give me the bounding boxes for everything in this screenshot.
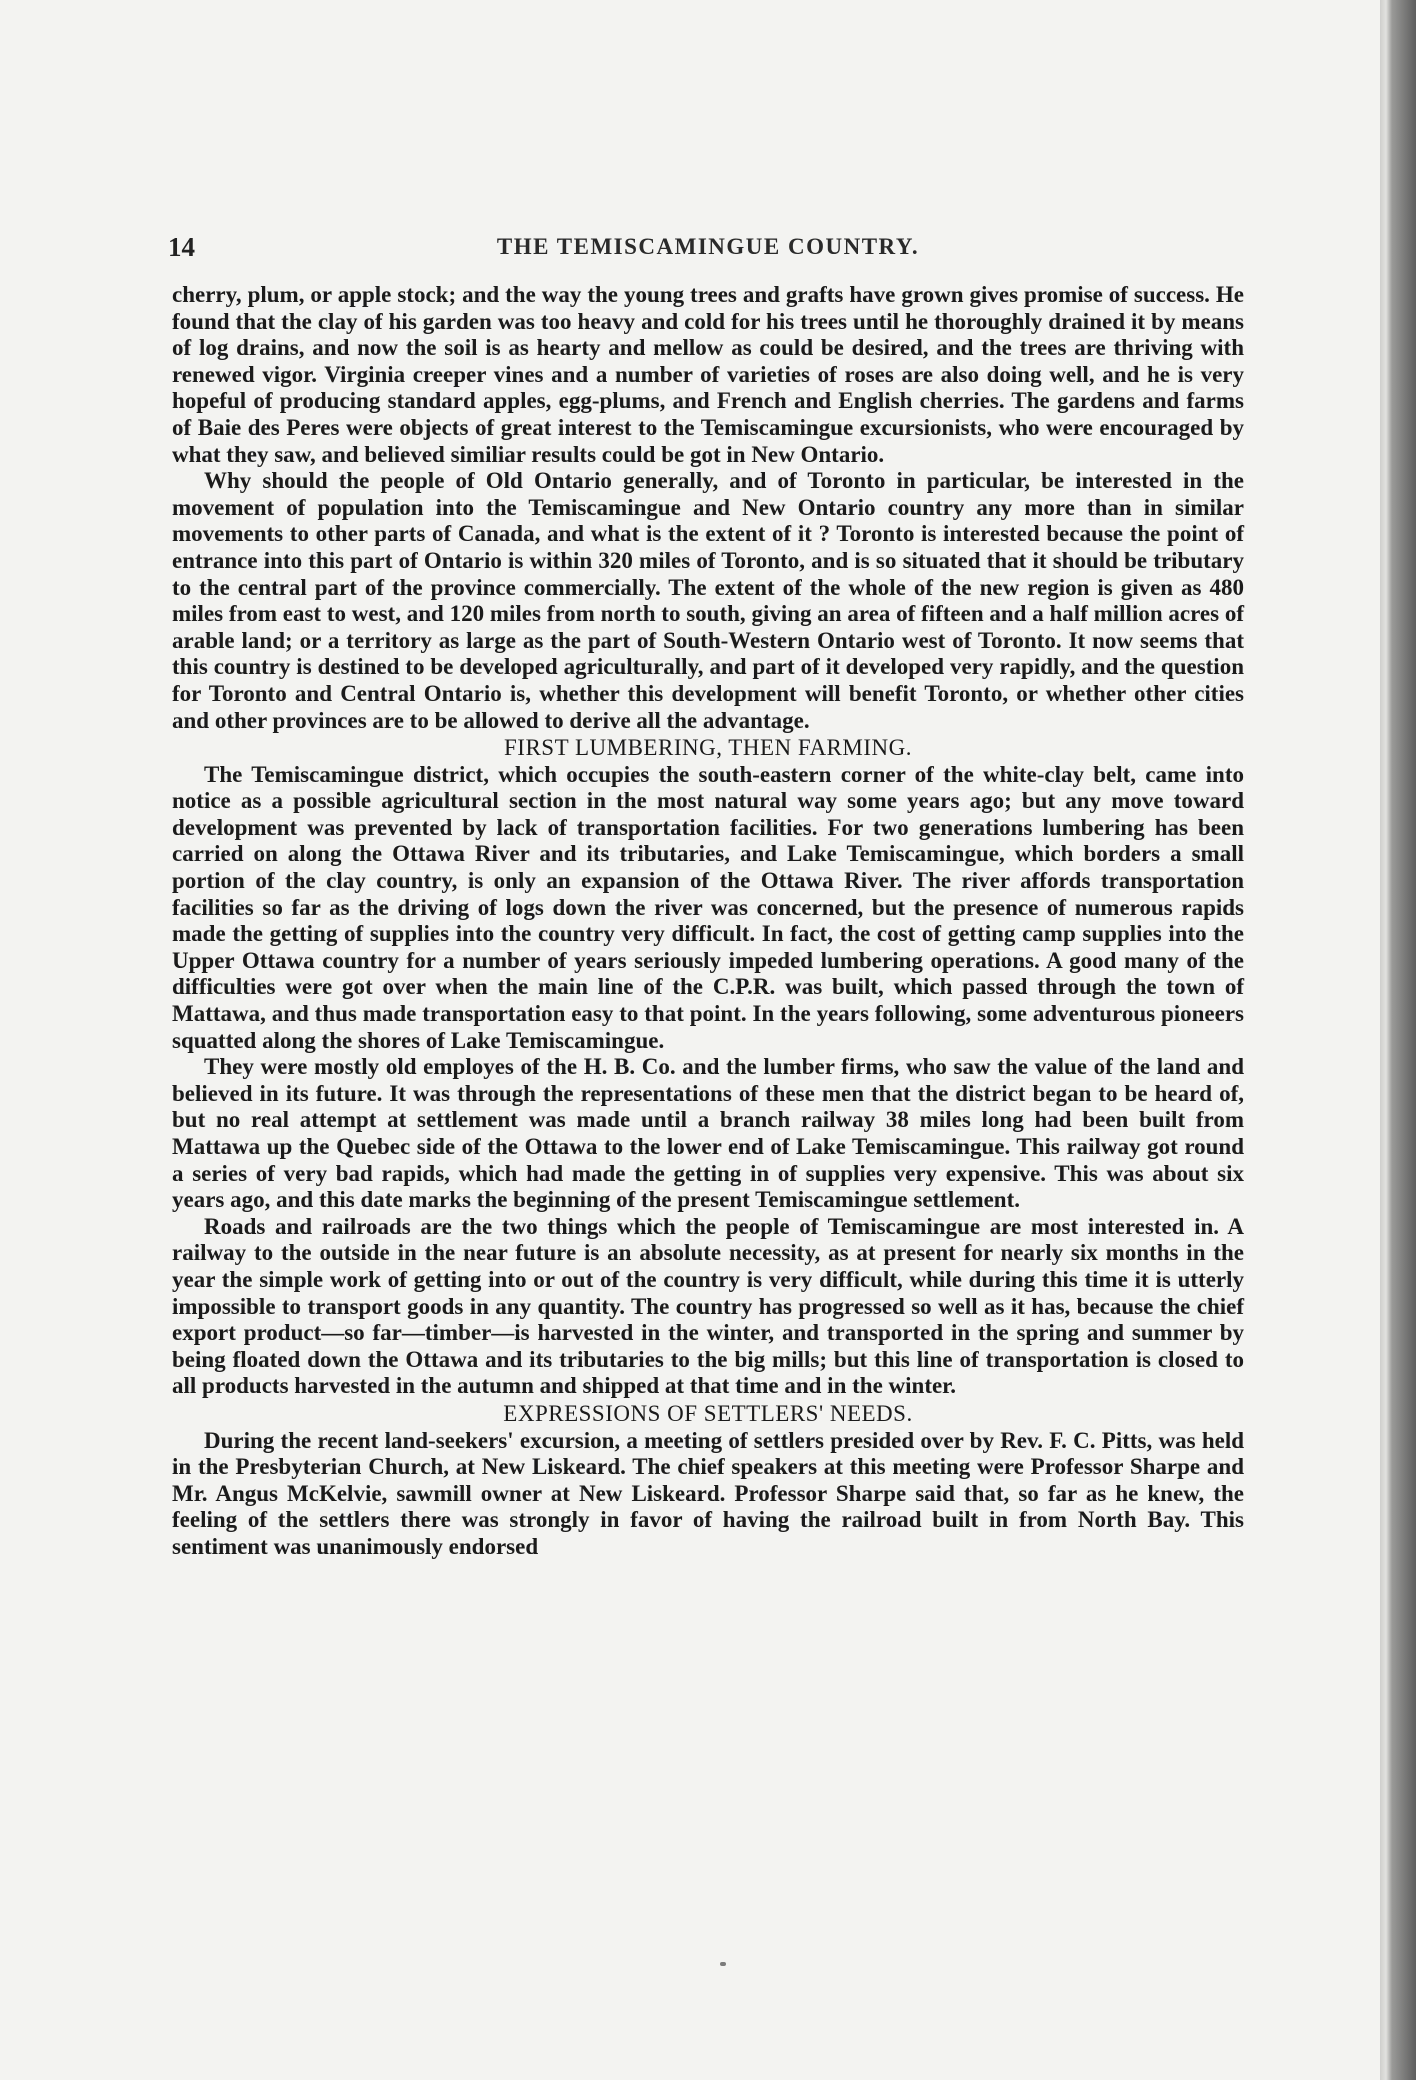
paragraph-roads-railroads: Roads and railroads are the two things which the people of Temiscamingue are most interested in. A railway to the outside in the near future is an absolute necessity, as at present for nearly six months in the year the simple work of getting into or out of the country is very difficult, while during this time it is utterly impossible to transport goods in any quantity. The country has progressed so well as it has, because the chief export product—so far—timber—is harvested in the winter, and transported in the spring and summer by being floated down the Ottawa and its tributaries to the big mills; but this line of transportation is closed to all products harvested in the autumn and shipped at that time and in the winter. xyxy=(172,1213,1244,1399)
page-number: 14 xyxy=(168,232,195,262)
running-title: THE TEMISCAMINGUE COUNTRY. xyxy=(496,234,920,259)
paragraph-district-history: The Temiscamingue district, which occupies the south-eastern corner of the white-clay belt, came into notice as a possible agricultural section in the most natural way some years ago; but any move toward development was prevented by lack of transportation facilities. For two generations lumbering has been carried on along the Ottawa River and its tributaries, and Lake Temiscamingue, which borders a small portion of the clay country, is only an expansion of the Ottawa River. The river affords transportation facilities so far as the driving of logs down the river was concerned, but the presence of numerous rapids made the getting of supplies into the country very difficult. In fact, the cost of getting camp supplies into the Upper Ottawa country for a number of years seriously impeded lumbering operations. A good many of the difficulties were got over when the main line of the C.P.R. was built, which passed through the town of Mattawa, and thus made transportation easy to that point. In the years following, some adventurous pioneers squatted along the shores of Lake Temiscamingue. xyxy=(172,761,1244,1053)
print-speck xyxy=(720,1962,726,1966)
article-body xyxy=(172,282,1244,1561)
paragraph-toronto-interest: Why should the people of Old Ontario generally, and of Toronto in particular, be interested in the movement of population into the Temiscamingue and New Ontario country any more than in similar movements to other parts of Canada, and what is the extent of it ? Toronto is interested because the point of entrance into this part of Ontario is within 320 miles of Toronto, and is so situated that it should be tributary to the central part of the province commercially. The extent of the whole of the new region is given as 480 miles from east to west, and 120 miles from north to south, giving an area of fifteen and a half million acres of arable land; or a territory as large as the part of South-Western Ontario west of Toronto. It now seems that this country is destined to be developed agriculturally, and part of it developed very rapidly, and the question for Toronto and Central Ontario is, whether this development will benefit Toronto, or whether other cities and other provinces are to be allowed to derive all the advantage. xyxy=(172,468,1244,733)
page-edge xyxy=(1380,0,1416,2080)
paragraph-settlers-meeting: During the recent land-seekers' excursion, a meeting of settlers presided over by Rev. F. C. Pitts, was held in the Presbyterian Church, at New Liskeard. The chief speakers at this meeting were Professor Sharpe and Mr. Angus McKelvie, sawmill owner at New Liskeard. Professor Sharpe said that, so far as he knew, the feeling of the settlers there was strongly in favor of having the railroad built in from North Bay. This sentiment was unanimously endorsed xyxy=(172,1427,1244,1559)
paragraph-settlement: They were mostly old employes of the H. B. Co. and the lumber firms, who saw the value of the land and believed in its future. It was through the representations of these men that the district began to be heard of, but no real attempt at settlement was made until a branch railway 38 miles long had been built from Mattawa up the Quebec side of the Ottawa to the lower end of Lake Temiscamingue. This railway got round a series of very bad rapids, which had made the getting in of supplies very expensive. This was about six years ago, and this date marks the beginning of the present Temiscamingue settlement. xyxy=(172,1054,1244,1213)
section-heading-lumbering: FIRST LUMBERING, THEN FARMING. xyxy=(504,735,912,761)
section-heading-settlers-needs: EXPRESSIONS OF SETTLERS' NEEDS. xyxy=(503,1400,913,1426)
running-head xyxy=(168,232,1248,266)
paragraph-gardens: cherry, plum, or apple stock; and the way the young trees and grafts have grown gives promise of success. He found that the clay of his garden was too heavy and cold for his trees until he thoroughly drained it by means of log drains, and now the soil is as hearty and mellow as could be desired, and the trees are thriving with renewed vigor. Virginia creeper vines and a number of varieties of roses are also doing well, and he is very hopeful of producing standard apples, egg-plums, and French and English cherries. The gardens and farms of Baie des Peres were objects of great interest to the Temiscamingue excursionists, who were encouraged by what they saw, and believed similiar results could be got in New Ontario. xyxy=(172,282,1244,467)
